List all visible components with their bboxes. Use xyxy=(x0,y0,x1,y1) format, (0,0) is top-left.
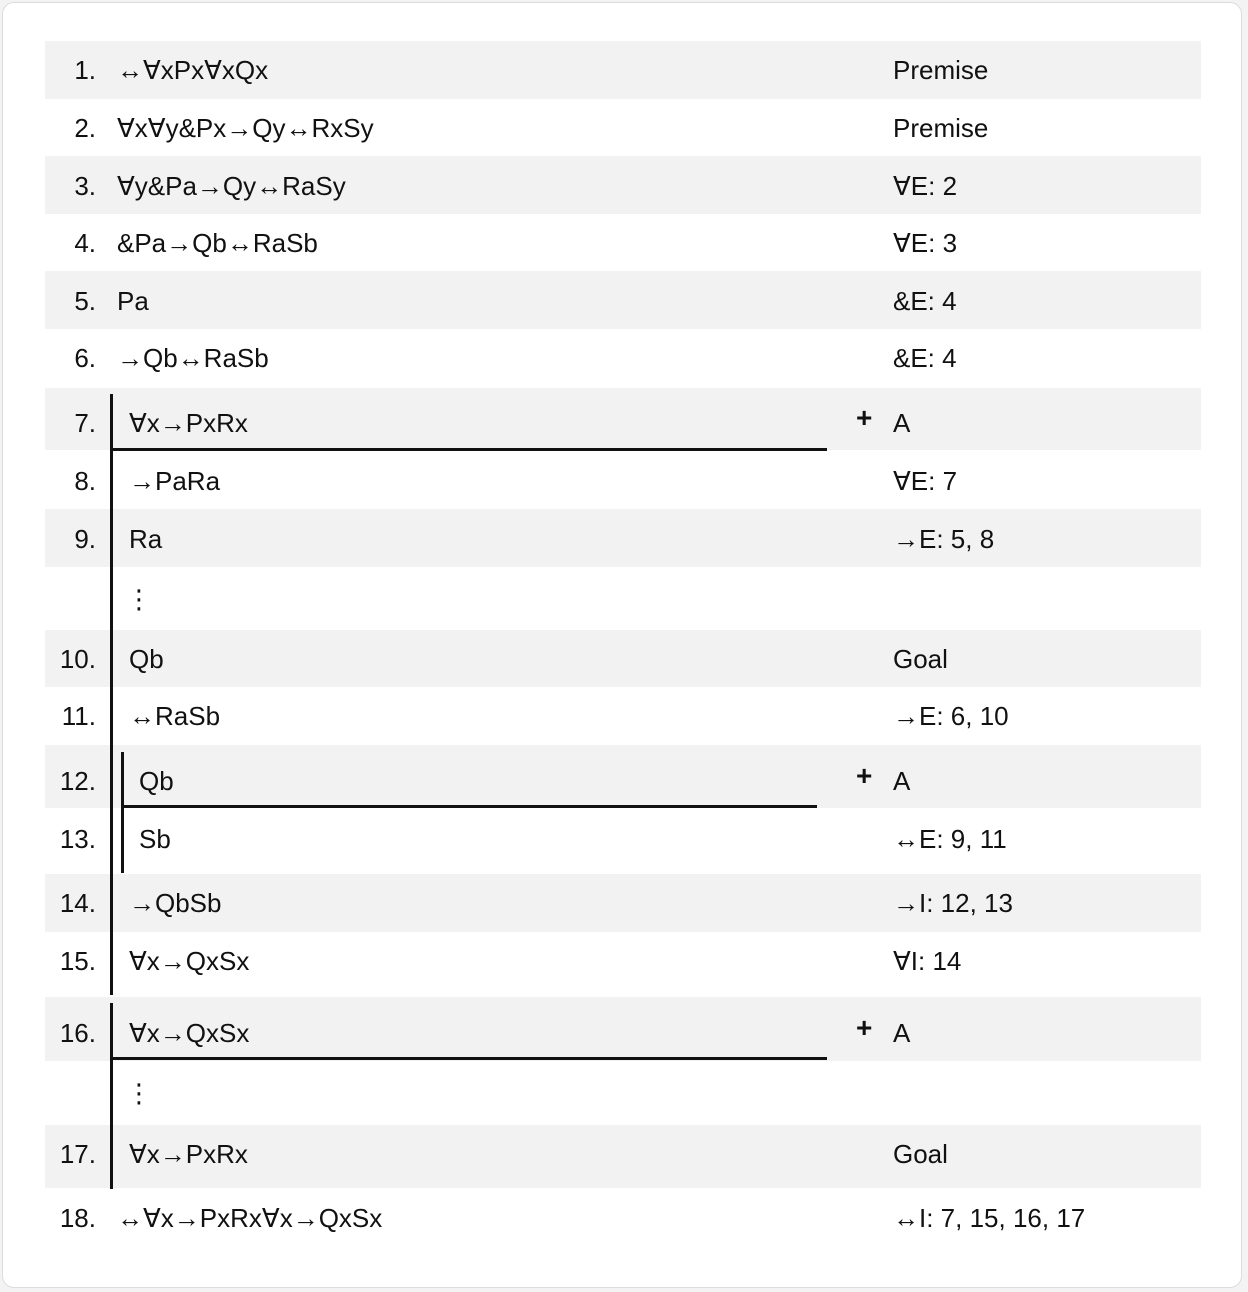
justification[interactable]: &E: 4 xyxy=(893,286,957,316)
line-number: 3. xyxy=(74,171,96,201)
proof-formula[interactable]: →QbSb xyxy=(129,888,222,918)
assumption-underline xyxy=(110,1057,827,1060)
proof-formula[interactable]: →PaRa xyxy=(129,466,221,496)
ellipsis: ⋮ xyxy=(126,1078,152,1108)
subproof-bar-outer xyxy=(110,1003,113,1189)
subproof-bar-inner xyxy=(121,752,124,873)
line-number: 10. xyxy=(59,644,96,674)
line-number: 1. xyxy=(74,55,96,85)
justification[interactable]: ∀E: 2 xyxy=(893,171,958,201)
row-stripe xyxy=(45,630,1201,687)
proof-formula[interactable]: ∀x∀y&Px→Qy↔RxSy xyxy=(117,113,374,143)
justification[interactable]: ∀E: 7 xyxy=(893,466,958,496)
line-number: 8. xyxy=(74,466,96,496)
proof-formula[interactable]: →Qb↔RaSb xyxy=(117,343,269,373)
subproof-bar-outer xyxy=(110,394,113,995)
justification[interactable]: ∀I: 14 xyxy=(893,946,962,976)
justification[interactable]: →I: 12, 13 xyxy=(893,888,1013,918)
line-number: 5. xyxy=(74,286,96,316)
proof-formula[interactable]: Ra xyxy=(129,524,163,554)
line-number: 17. xyxy=(59,1139,96,1169)
line-number: 7. xyxy=(74,408,96,438)
justification[interactable]: Goal xyxy=(893,644,948,674)
proof-formula[interactable]: Pa xyxy=(117,286,149,316)
line-number: 15. xyxy=(59,946,96,976)
justification[interactable]: Goal xyxy=(893,1139,948,1169)
line-number: 4. xyxy=(74,228,96,258)
justification[interactable]: A xyxy=(893,1018,911,1048)
add-line-button[interactable]: + xyxy=(856,1012,873,1043)
proof-formula[interactable]: ∀x→QxSx xyxy=(129,946,250,976)
proof-formula[interactable]: Qb xyxy=(139,766,174,796)
proof-formula[interactable]: ∀x→PxRx xyxy=(129,1139,248,1169)
row-stripe xyxy=(45,745,1201,808)
proof-formula[interactable]: &Pa→Qb↔RaSb xyxy=(117,228,318,258)
justification[interactable]: ↔E: 9, 11 xyxy=(893,824,1007,854)
justification[interactable]: ∀E: 3 xyxy=(893,228,958,258)
row-stripe xyxy=(45,509,1201,567)
line-number: 12. xyxy=(59,766,96,796)
justification[interactable]: A xyxy=(893,766,911,796)
assumption-underline xyxy=(121,805,817,808)
proof-formula[interactable]: ↔RaSb xyxy=(129,701,221,731)
line-number: 9. xyxy=(74,524,96,554)
justification[interactable]: →E: 6, 10 xyxy=(893,701,1009,731)
justification[interactable]: →E: 5, 8 xyxy=(893,524,995,554)
proof-formula[interactable]: ↔∀x→PxRx∀x→QxSx xyxy=(117,1203,383,1233)
line-number: 18. xyxy=(59,1203,96,1233)
proof-formula[interactable]: ∀x→QxSx xyxy=(129,1018,250,1048)
assumption-underline xyxy=(110,448,827,451)
add-line-button[interactable]: + xyxy=(856,760,873,791)
line-number: 14. xyxy=(59,888,96,918)
proof-formula[interactable]: ∀x→PxRx xyxy=(129,408,248,438)
proof-formula[interactable]: ↔∀xPx∀xQx xyxy=(117,55,269,85)
line-number: 2. xyxy=(74,113,96,143)
proof-formula[interactable]: ∀y&Pa→Qy↔RaSy xyxy=(117,171,346,201)
justification[interactable]: Premise xyxy=(893,113,989,143)
add-line-button[interactable]: + xyxy=(856,402,873,433)
proof-formula[interactable]: Sb xyxy=(139,824,171,854)
justification[interactable]: Premise xyxy=(893,55,989,85)
row-stripe xyxy=(45,271,1201,329)
ellipsis: ⋮ xyxy=(126,584,152,614)
line-number: 16. xyxy=(59,1018,96,1048)
justification[interactable]: A xyxy=(893,408,911,438)
proof-formula[interactable]: Qb xyxy=(129,644,164,674)
line-number: 6. xyxy=(74,343,96,373)
justification[interactable]: &E: 4 xyxy=(893,343,957,373)
line-number: 13. xyxy=(59,824,96,854)
justification[interactable]: ↔I: 7, 15, 16, 17 xyxy=(893,1203,1086,1233)
line-number: 11. xyxy=(61,701,96,731)
